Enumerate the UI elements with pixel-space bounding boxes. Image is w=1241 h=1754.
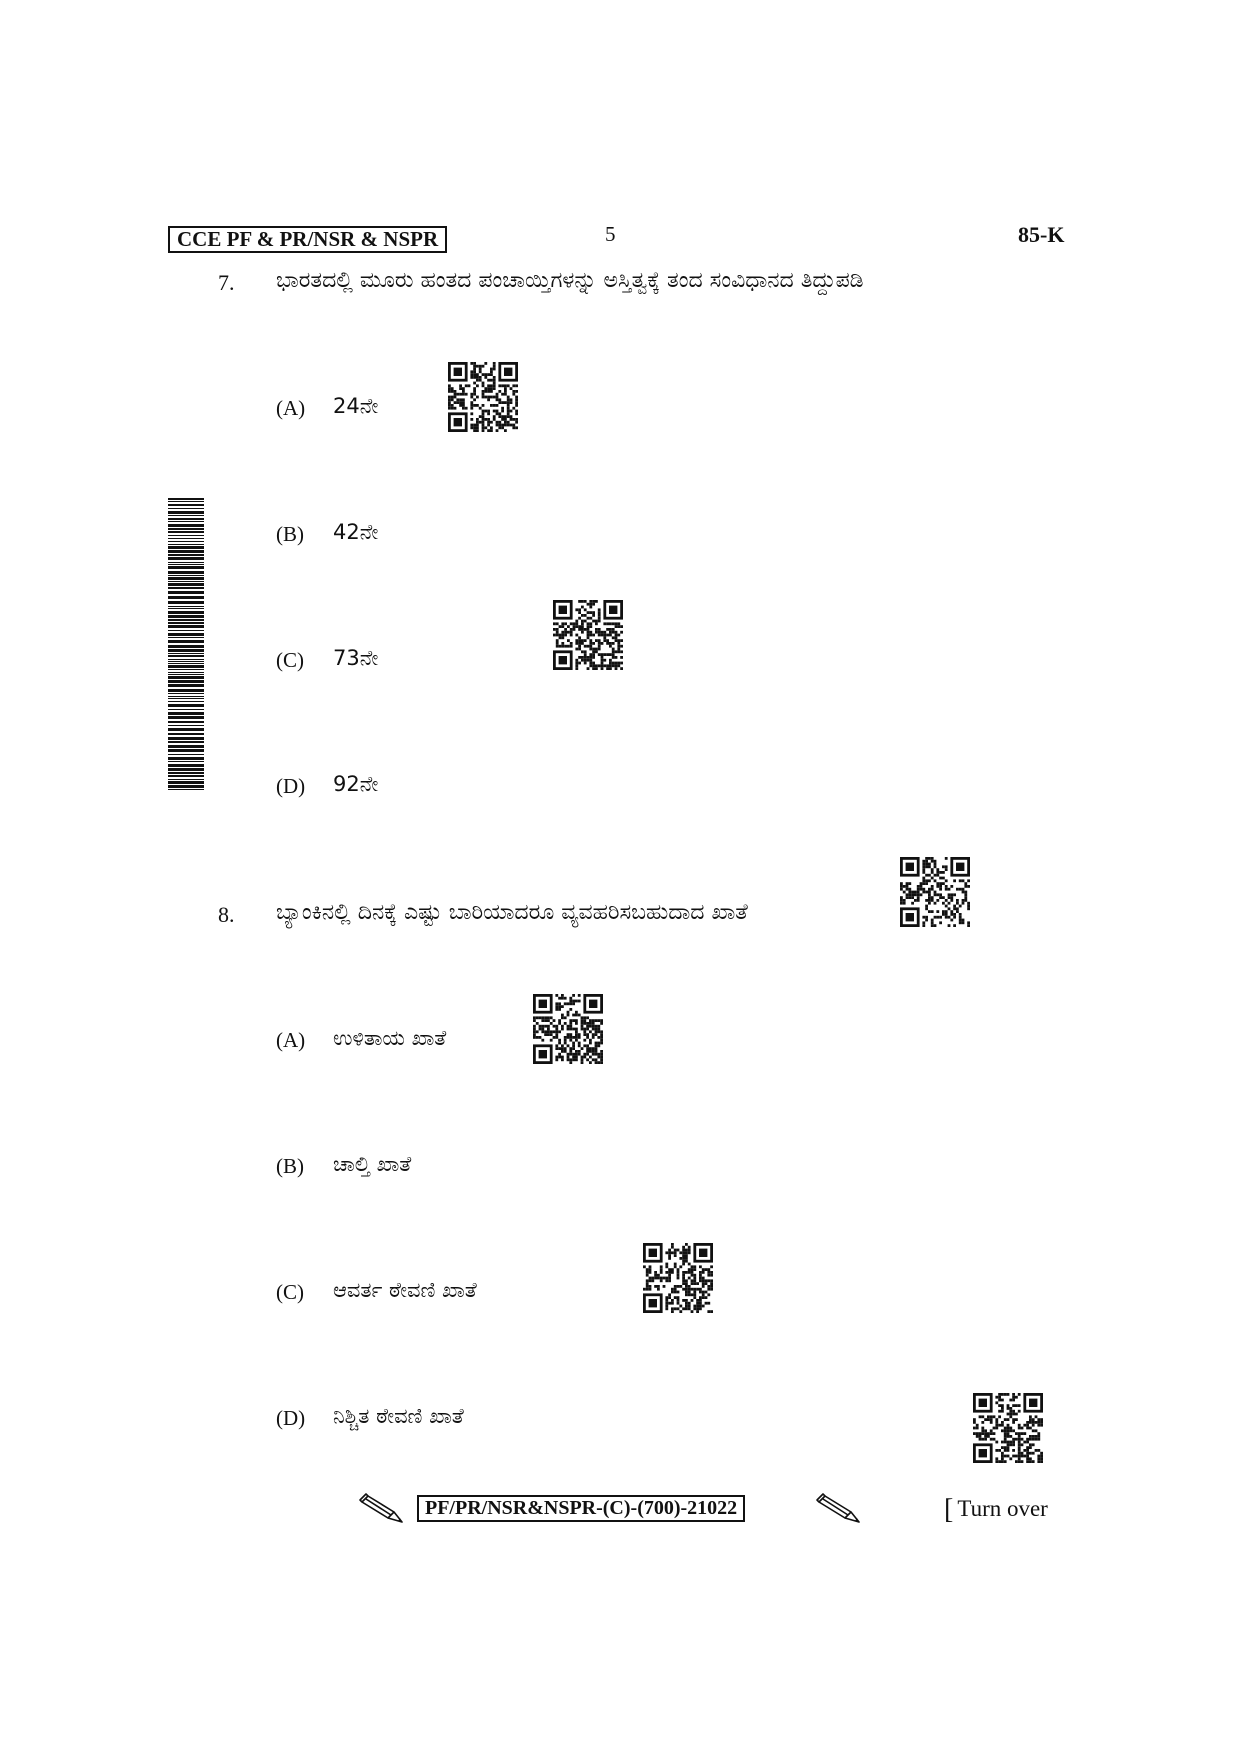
q7-option-b-text: 42ನೇ [333, 520, 379, 544]
q7-option-b-letter: (B) [276, 522, 304, 546]
q7-option-a-text: 24ನೇ [333, 394, 379, 418]
question-7-text: ಭಾರತದಲ್ಲಿ ಮೂರು ಹಂತದ ಪಂಚಾಯ್ತಿಗಳನ್ನು ಅಸ್ತಿತ್ವಕ್ಕೆ ತಂದ ಸಂವಿಧಾನದ ತಿದ್ದುಪಡಿ [276, 268, 864, 293]
q7-option-d-text: 92ನೇ [333, 772, 379, 796]
turn-over-bracket: [ [944, 1494, 954, 1525]
paper-code: 85-K [1018, 222, 1065, 247]
turn-over-note [944, 1492, 1048, 1524]
qr-code-icon [643, 1243, 713, 1313]
q7-option-c-text: 73ನೇ [333, 646, 379, 670]
q8-option-b-letter: (B) [276, 1154, 304, 1178]
qr-code-icon [900, 857, 970, 927]
q8-option-b-text: ಚಾಲ್ತಿ ಖಾತೆ [333, 1152, 412, 1176]
header-code-box: CCE PF & PR/NSR & NSPR [168, 226, 447, 253]
qr-code-icon [448, 362, 518, 432]
q8-option-a-letter: (A) [276, 1028, 306, 1052]
q7-option-d-letter: (D) [276, 774, 306, 798]
question-8-text: ಬ್ಯಾಂಕಿನಲ್ಲಿ ದಿನಕ್ಕೆ ಎಷ್ಟು ಬಾರಿಯಾದರೂ ವ್ಯವಹರಿಸಬಹುದಾದ ಖಾತೆ [276, 900, 748, 925]
qr-code-icon [533, 994, 603, 1064]
page-number: 5 [605, 222, 616, 246]
question-7-number: 7. [218, 270, 235, 295]
pencil-icon [815, 1490, 863, 1526]
q7-option-c-letter: (C) [276, 648, 304, 672]
qr-code-icon [553, 600, 623, 670]
turn-over-text: Turn over [957, 1496, 1048, 1521]
pencil-icon [358, 1490, 406, 1526]
q8-option-d-letter: (D) [276, 1406, 306, 1430]
qr-code-icon [973, 1393, 1043, 1463]
q8-option-c-text: ಆವರ್ತ ಠೇವಣಿ ಖಾತೆ [333, 1278, 477, 1302]
question-8-number: 8. [218, 902, 235, 927]
q8-option-d-text: ನಿಶ್ಚಿತ ಠೇವಣಿ ಖಾತೆ [333, 1404, 464, 1428]
q7-option-a-letter: (A) [276, 396, 306, 420]
footer-code-box: PF/PR/NSR&NSPR-(C)-(700)-21022 [417, 1495, 745, 1522]
q8-option-a-text: ಉಳಿತಾಯ ಖಾತೆ [333, 1026, 447, 1050]
barcode-icon [168, 498, 204, 790]
q8-option-c-letter: (C) [276, 1280, 304, 1304]
